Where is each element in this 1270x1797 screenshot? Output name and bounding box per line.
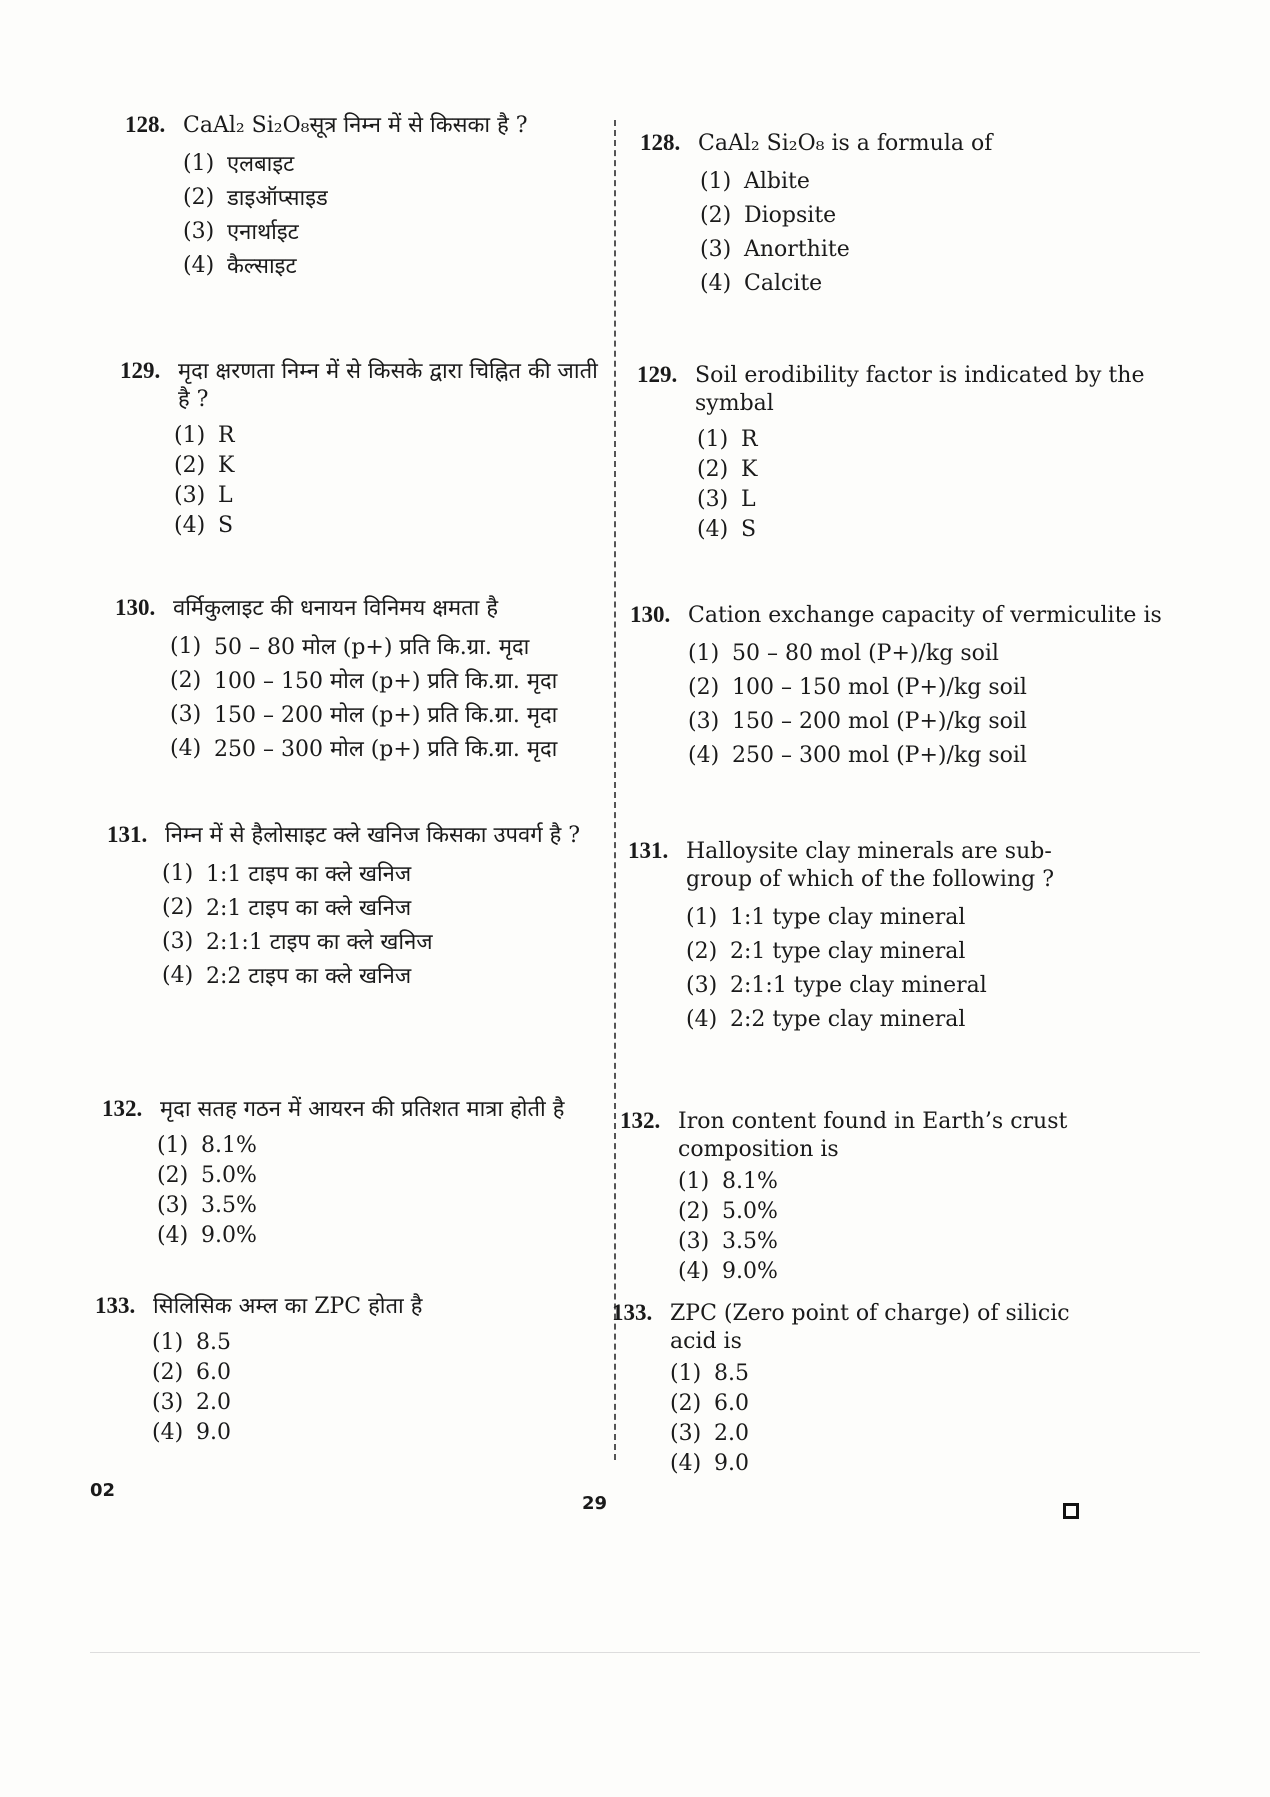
option: (2) 100 – 150 mol (P+)/kg soil bbox=[688, 674, 1027, 700]
question-133-en bbox=[612, 1300, 1082, 1478]
option: (4) 9.0% bbox=[157, 1222, 257, 1248]
question-number: 133. bbox=[95, 1293, 136, 1318]
page-number: 29 bbox=[582, 1493, 608, 1514]
column-divider bbox=[614, 120, 616, 1460]
option: (1) Albite bbox=[700, 168, 810, 194]
option: (3) 150 – 200 mol (P+)/kg soil bbox=[688, 708, 1027, 734]
option: (3) 3.5% bbox=[157, 1192, 257, 1218]
question-number: 130. bbox=[630, 602, 671, 627]
option: (3) 2.0 bbox=[152, 1389, 231, 1415]
option: (1) 1:1 type clay mineral bbox=[686, 904, 966, 930]
option: (4) S bbox=[174, 512, 234, 538]
question-130-en bbox=[630, 602, 1230, 772]
question-number: 128. bbox=[125, 112, 166, 137]
option: (1) 50 – 80 mol (P+)/kg soil bbox=[688, 640, 999, 666]
question-131-en bbox=[628, 838, 1098, 1036]
option: (1) R bbox=[174, 422, 235, 448]
question-text: Halloysite clay minerals are sub-group of which of the following ? bbox=[686, 839, 1055, 892]
option: (2) 2:1 टाइप का क्ले खनिज bbox=[162, 894, 412, 921]
option: (4) 9.0 bbox=[152, 1419, 231, 1445]
question-132-hi bbox=[102, 1096, 607, 1250]
question-text: ZPC (Zero point of charge) of silicic acid is bbox=[670, 1301, 1070, 1354]
question-number: 133. bbox=[612, 1300, 653, 1325]
option: (2) 6.0 bbox=[670, 1390, 749, 1416]
question-text: Iron content found in Earth’s crust composition is bbox=[678, 1109, 1068, 1162]
question-text: CaAl₂ Si₂O₈ is a formula of bbox=[698, 131, 993, 156]
option: (4) 2:2 टाइप का क्ले खनिज bbox=[162, 962, 412, 989]
question-133-hi bbox=[95, 1293, 595, 1447]
question-131-hi bbox=[107, 822, 602, 992]
question-128-en bbox=[640, 130, 1080, 300]
option: (4) कैल्साइट bbox=[183, 252, 297, 279]
option: (2) 100 – 150 मोल (p+) प्रति कि.ग्रा. मृदा bbox=[170, 667, 558, 694]
question-text: Cation exchange capacity of vermiculite is bbox=[688, 603, 1162, 628]
option: (3) L bbox=[174, 482, 233, 508]
square-box-icon bbox=[1063, 1503, 1079, 1519]
option: (4) Calcite bbox=[700, 270, 823, 296]
question-130-hi bbox=[115, 595, 605, 765]
option: (3) 2:1:1 टाइप का क्ले खनिज bbox=[162, 928, 433, 955]
question-129-en bbox=[637, 362, 1227, 544]
option: (3) 2:1:1 type clay mineral bbox=[686, 972, 987, 998]
option: (1) एलबाइट bbox=[183, 150, 295, 177]
option: (3) L bbox=[697, 486, 756, 512]
paper-code: 02 bbox=[90, 1480, 116, 1501]
question-text: वर्मिकुलाइट की धनायन विनिमय क्षमता है bbox=[173, 596, 499, 621]
question-text: CaAl₂ Si₂O₈सूत्र निम्न में से किसका है ? bbox=[183, 113, 528, 138]
question-text: मृदा सतह गठन में आयरन की प्रतिशत मात्रा होती है bbox=[160, 1097, 565, 1122]
question-number: 130. bbox=[115, 595, 156, 620]
question-number: 128. bbox=[640, 130, 681, 155]
option: (2) K bbox=[174, 452, 235, 478]
option: (2) Diopsite bbox=[700, 202, 837, 228]
option: (2) 6.0 bbox=[152, 1359, 231, 1385]
scan-edge-line bbox=[90, 1652, 1200, 1653]
question-132-en bbox=[620, 1108, 1090, 1286]
option: (3) 3.5% bbox=[678, 1228, 778, 1254]
option: (4) 2:2 type clay mineral bbox=[686, 1006, 966, 1032]
question-number: 132. bbox=[620, 1108, 661, 1133]
option: (3) 2.0 bbox=[670, 1420, 749, 1446]
option: (4) 9.0 bbox=[670, 1450, 749, 1476]
option: (2) 2:1 type clay mineral bbox=[686, 938, 966, 964]
question-129-hi bbox=[120, 358, 600, 540]
option: (3) एनार्थाइट bbox=[183, 218, 299, 245]
question-number: 131. bbox=[628, 838, 669, 863]
option: (1) 8.5 bbox=[152, 1329, 231, 1355]
option: (3) 150 – 200 मोल (p+) प्रति कि.ग्रा. मृदा bbox=[170, 701, 558, 728]
question-text: सिलिसिक अम्ल का ZPC होता है bbox=[153, 1294, 423, 1319]
option: (1) 8.1% bbox=[678, 1168, 778, 1194]
option: (4) 9.0% bbox=[678, 1258, 778, 1284]
option: (1) 8.5 bbox=[670, 1360, 749, 1386]
option: (1) 8.1% bbox=[157, 1132, 257, 1158]
question-number: 132. bbox=[102, 1096, 143, 1121]
option: (1) R bbox=[697, 426, 758, 452]
option: (2) 5.0% bbox=[157, 1162, 257, 1188]
option: (3) Anorthite bbox=[700, 236, 850, 262]
option: (4) S bbox=[697, 516, 757, 542]
question-number: 129. bbox=[637, 362, 678, 387]
option: (2) K bbox=[697, 456, 758, 482]
option: (1) 50 – 80 मोल (p+) प्रति कि.ग्रा. मृदा bbox=[170, 633, 530, 660]
question-number: 131. bbox=[107, 822, 148, 847]
question-number: 129. bbox=[120, 358, 161, 383]
question-text: निम्न में से हैलोसाइट क्ले खनिज किसका उपवर्ग है ? bbox=[165, 823, 581, 848]
option: (2) डाइऑप्साइड bbox=[183, 184, 328, 211]
question-text: Soil erodibility factor is indicated by the symbal bbox=[695, 363, 1145, 416]
option: (4) 250 – 300 मोल (p+) प्रति कि.ग्रा. मृदा bbox=[170, 735, 558, 762]
option: (1) 1:1 टाइप का क्ले खनिज bbox=[162, 860, 412, 887]
option: (2) 5.0% bbox=[678, 1198, 778, 1224]
question-128-hi bbox=[125, 112, 585, 282]
question-text: मृदा क्षरणता निम्न में से किसके द्वारा चिह्नित की जाती है ? bbox=[178, 359, 598, 412]
option: (4) 250 – 300 mol (P+)/kg soil bbox=[688, 742, 1027, 768]
